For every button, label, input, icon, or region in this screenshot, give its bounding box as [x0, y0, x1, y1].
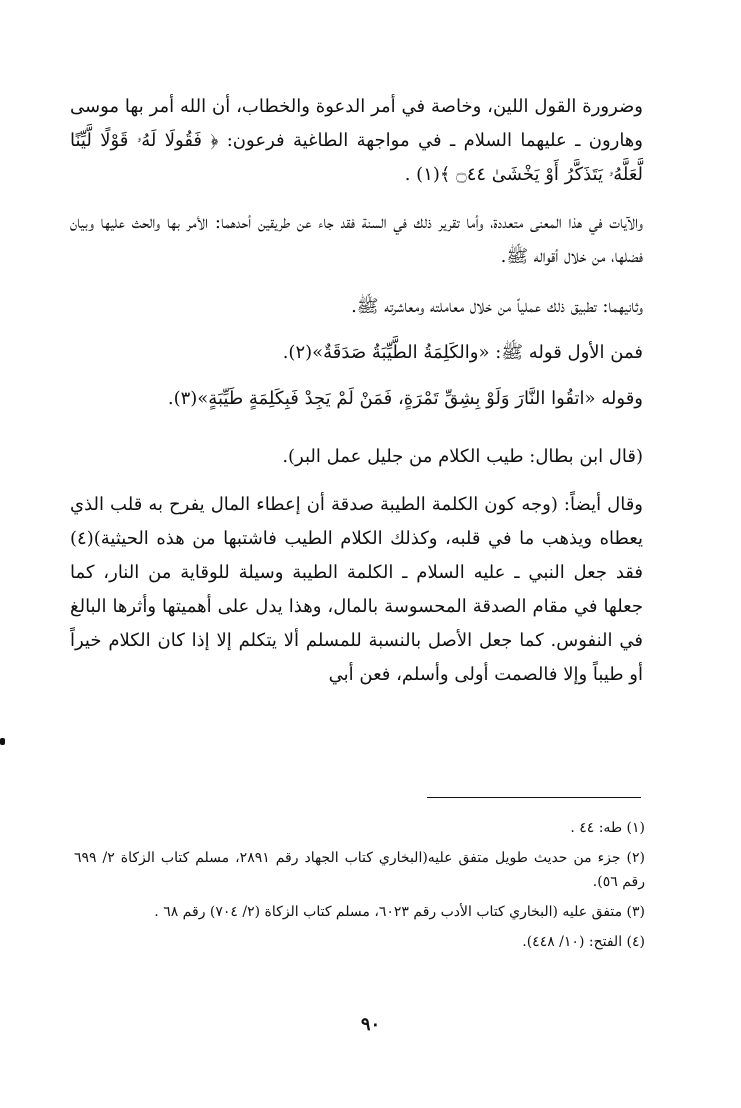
- main-text: [70, 90, 643, 692]
- footnote-3: (٣) متفق عليه (البخاري كتاب الأدب رقم ٦٠٢٣، مسلم كتاب الزكاة (٢/ ٧٠٤) رقم ٦٨ .: [154, 904, 645, 920]
- footnote-4: (٤) الفتح: (١٠/ ٤٤٨).: [522, 934, 645, 950]
- footnote-1: (١) طه: ٤٤ .: [570, 820, 645, 836]
- page-number: ٩٠: [360, 1014, 381, 1035]
- paragraph-verses: والآيات في هذا المعنى متعددة، وأما تقرير ذلك في السنة فقد جاء عن طريقين أحدهما: الأمر بها والحث عليها وبيان فضلها، من خلال أقواله ﷺ.: [70, 212, 643, 267]
- hadith-fear-fire: وقوله «اتقُوا النَّارَ وَلَوْ بِشِقِّ تَمْرَةٍ، فَمَنْ لَمْ يَجِدْ فَبِكَلِمَةٍ طَيِّبَةٍ»(٣).: [167, 388, 643, 409]
- paragraph-explanation: وقال أيضاً: (وجه كون الكلمة الطيبة صدقة أن إعطاء المال يفرح به قلب الذي يعطاه ويذهب ما في قلبه، وكذلك الكلام الطيب فاشتبها من هذه الحيثية)(٤) فقد جعل النبي ـ عليه السلام ـ الكلمة الطيبة وسيلة للوقاية من النار، كما جعلها في مقام الصدقة المحسوسة بالمال، وهذا يدل على أهميتها وأثرها البالغ في النفوس. كما جعل الأصل بالنسبة للمسلم ألا يتكلم إلا إذا كان الكلام خيراً أو طيباً وإلا فالصمت أولى وأسلم، فعن أبي: [70, 494, 643, 685]
- margin-mark: [0, 738, 5, 745]
- footnote-2: (٢) جزء من حديث طويل متفق عليه(البخاري كتاب الجهاد رقم ٢٨٩١، مسلم كتاب الزكاة ٢/ ٦٩٩ رقم ٥٦).: [74, 850, 645, 890]
- paragraph-intro: وضرورة القول اللين، وخاصة في أمر الدعوة والخطاب، أن الله أمر بها موسى وهارون ـ عليهما السلام ـ في مواجهة الطاغية فرعون: ﴿ فَقُولَا لَهُۥ قَوْلًا لَّيِّنًا لَّعَلَّهُۥ يَتَذَكَّرُ أَوْ يَخْشَىٰ ۝٤٤ ﴾(١) .: [70, 96, 643, 185]
- hadith-good-word: فمن الأول قوله ﷺ: «والكَلِمَةُ الطَّيِّبَةُ صَدَقَةٌ»(٢).: [282, 342, 643, 363]
- quote-ibn-battal: (قال ابن بطال: طيب الكلام من جليل عمل البر).: [282, 446, 643, 467]
- footnote-divider: [427, 797, 641, 798]
- paragraph-second-way: وثانيهما: تطبيق ذلك عملياً من خلال معاملته ومعاشرته ﷺ.: [351, 296, 643, 317]
- footnotes: [74, 816, 645, 960]
